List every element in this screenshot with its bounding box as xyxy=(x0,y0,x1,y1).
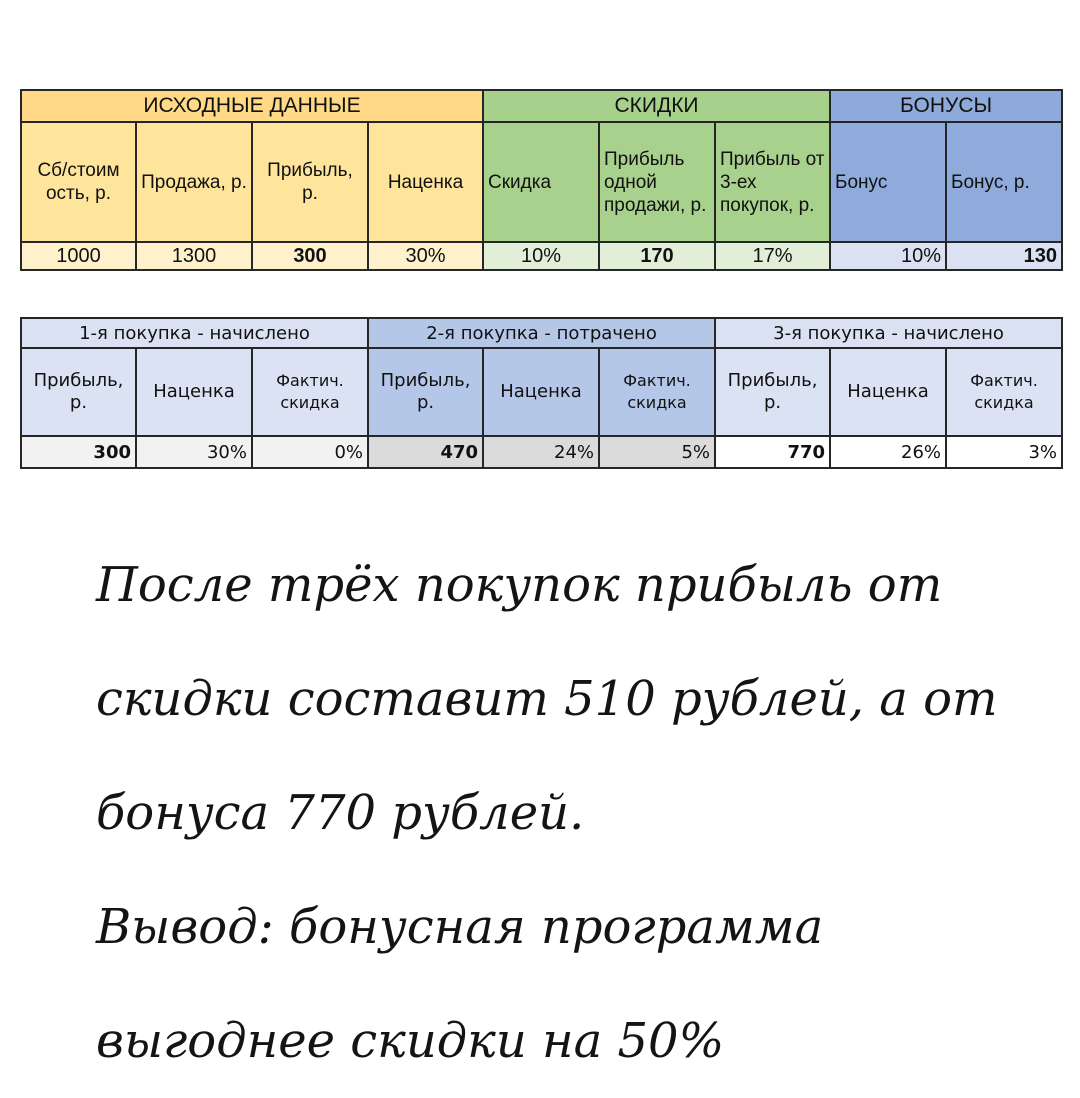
value-bonus-rub: 130 xyxy=(946,242,1062,270)
header-p1-profit: Прибыль, р. xyxy=(21,348,136,436)
header-cost: Сб/стоим ость, р. xyxy=(21,122,136,242)
header-profit-three-purchases: Прибыль от 3-ех покупок, р. xyxy=(715,122,830,242)
header-p3-profit: Прибыль, р. xyxy=(715,348,830,436)
header-profit: Прибыль, р. xyxy=(252,122,368,242)
header-profit-one-sale: Прибыль одной продажи, р. xyxy=(599,122,715,242)
group-purchase-2: 2-я покупка - потрачено xyxy=(368,318,715,348)
header-bonus: Бонус xyxy=(830,122,946,242)
group-discounts: СКИДКИ xyxy=(483,90,830,122)
pricing-comparison-table xyxy=(20,89,1063,271)
group-purchase-1: 1-я покупка - начислено xyxy=(21,318,368,348)
conclusion-text xyxy=(96,528,1056,1098)
value-profit-one-sale: 170 xyxy=(599,242,715,270)
header-p3-actual-discount: Фактич. скидка xyxy=(946,348,1062,436)
conclusion-line: После трёх покупок прибыль от xyxy=(96,557,943,613)
group-bonuses: БОНУСЫ xyxy=(830,90,1062,122)
value-sale: 1300 xyxy=(136,242,252,270)
value-p1-actual-discount: 0% xyxy=(252,436,368,468)
value-p1-markup: 30% xyxy=(136,436,252,468)
value-bonus: 10% xyxy=(830,242,946,270)
value-p2-profit: 470 xyxy=(368,436,483,468)
value-discount: 10% xyxy=(483,242,599,270)
header-markup: Наценка xyxy=(368,122,483,242)
group-source-data: ИСХОДНЫЕ ДАННЫЕ xyxy=(21,90,483,122)
value-profit: 300 xyxy=(252,242,368,270)
header-sale: Продажа, р. xyxy=(136,122,252,242)
value-p2-actual-discount: 5% xyxy=(599,436,715,468)
value-profit-three-purchases: 17% xyxy=(715,242,830,270)
conclusion-line: скидки составит 510 рублей, а от xyxy=(96,671,998,727)
header-p3-markup: Наценка xyxy=(830,348,946,436)
conclusion-line: выгоднее скидки на 50% xyxy=(96,1013,725,1069)
value-p2-markup: 24% xyxy=(483,436,599,468)
conclusion-line: Вывод: бонусная программа xyxy=(96,899,824,955)
conclusion-line: бонуса 770 рублей. xyxy=(96,785,585,841)
header-p2-actual-discount: Фактич. скидка xyxy=(599,348,715,436)
purchases-table xyxy=(20,317,1063,469)
header-p1-actual-discount: Фактич. скидка xyxy=(252,348,368,436)
header-bonus-rub: Бонус, р. xyxy=(946,122,1062,242)
value-p1-profit: 300 xyxy=(21,436,136,468)
value-p3-profit: 770 xyxy=(715,436,830,468)
value-p3-markup: 26% xyxy=(830,436,946,468)
group-purchase-3: 3-я покупка - начислено xyxy=(715,318,1062,348)
header-p2-markup: Наценка xyxy=(483,348,599,436)
header-p1-markup: Наценка xyxy=(136,348,252,436)
value-p3-actual-discount: 3% xyxy=(946,436,1062,468)
value-markup: 30% xyxy=(368,242,483,270)
header-p2-profit: Прибыль, р. xyxy=(368,348,483,436)
header-discount: Скидка xyxy=(483,122,599,242)
value-cost: 1000 xyxy=(21,242,136,270)
